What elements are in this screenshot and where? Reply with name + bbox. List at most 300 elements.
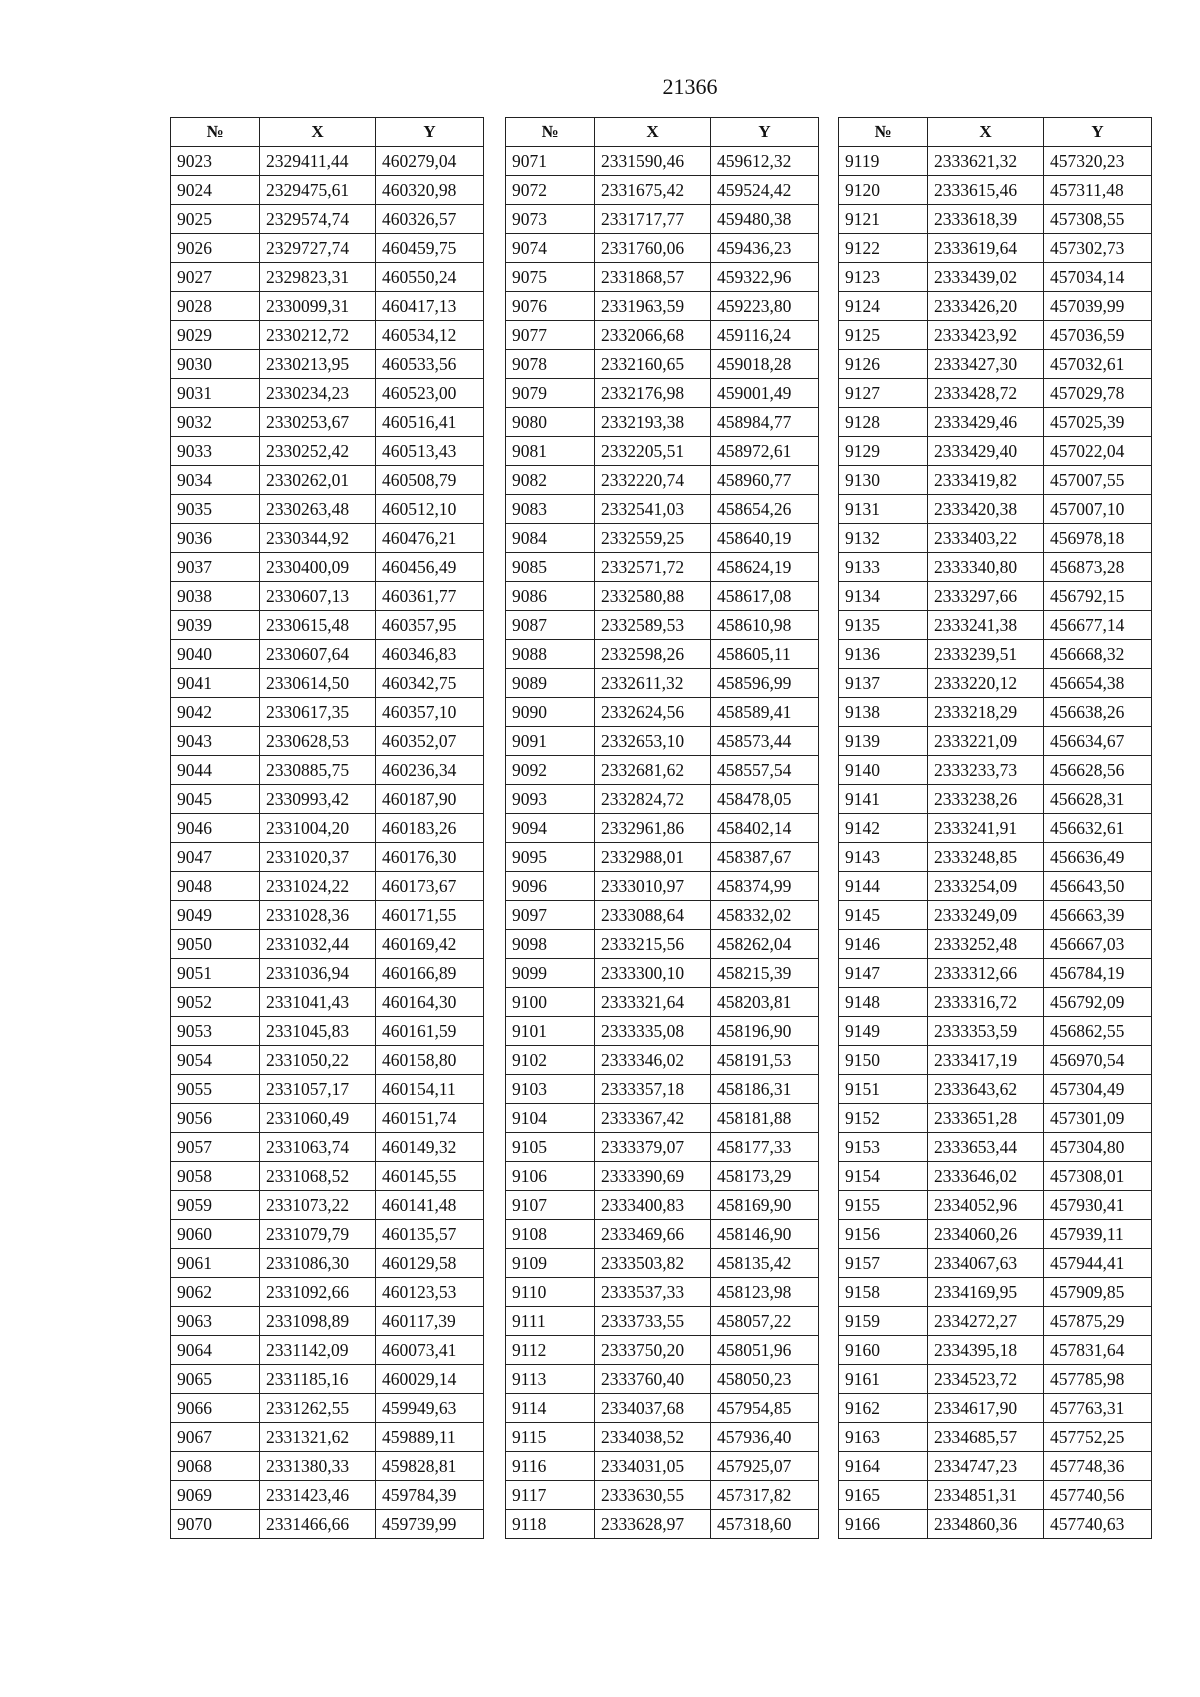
cell-x: 2330263,48 [260, 495, 376, 524]
cell-x: 2333651,28 [928, 1104, 1044, 1133]
cell-x: 2332681,62 [595, 756, 711, 785]
cell-number: 9134 [839, 582, 928, 611]
cell-number: 9024 [171, 176, 260, 205]
table-row [506, 669, 819, 698]
cell-y: 458984,77 [711, 408, 819, 437]
cell-number: 9164 [839, 1452, 928, 1481]
table-row [506, 698, 819, 727]
cell-x: 2332176,98 [595, 379, 711, 408]
cell-y: 460459,75 [376, 234, 484, 263]
cell-number: 9033 [171, 437, 260, 466]
table-row [171, 872, 484, 901]
cell-x: 2331092,66 [260, 1278, 376, 1307]
table-row [506, 843, 819, 872]
table-row [506, 1191, 819, 1220]
cell-number: 9097 [506, 901, 595, 930]
cell-x: 2334523,72 [928, 1365, 1044, 1394]
table-row [506, 1481, 819, 1510]
cell-x: 2333300,10 [595, 959, 711, 988]
cell-x: 2332541,03 [595, 495, 711, 524]
cell-y: 460151,74 [376, 1104, 484, 1133]
cell-y: 458478,05 [711, 785, 819, 814]
cell-x: 2330400,09 [260, 553, 376, 582]
table-row [506, 611, 819, 640]
cell-y: 458557,54 [711, 756, 819, 785]
cell-x: 2332988,01 [595, 843, 711, 872]
table-row [839, 1336, 1152, 1365]
cell-x: 2333353,59 [928, 1017, 1044, 1046]
table-row [506, 1336, 819, 1365]
cell-x: 2329823,31 [260, 263, 376, 292]
cell-number: 9040 [171, 640, 260, 669]
cell-y: 458057,22 [711, 1307, 819, 1336]
table-row [839, 756, 1152, 785]
table-row [506, 495, 819, 524]
cell-y: 456636,49 [1044, 843, 1152, 872]
cell-y: 460342,75 [376, 669, 484, 698]
cell-x: 2333760,40 [595, 1365, 711, 1394]
cell-x: 2334169,95 [928, 1278, 1044, 1307]
cell-y: 460346,83 [376, 640, 484, 669]
table-row [506, 1307, 819, 1336]
cell-y: 460512,10 [376, 495, 484, 524]
table-row [839, 1423, 1152, 1452]
table-row [506, 1017, 819, 1046]
cell-y: 459949,63 [376, 1394, 484, 1423]
cell-number: 9034 [171, 466, 260, 495]
cell-number: 9087 [506, 611, 595, 640]
table-row [839, 988, 1152, 1017]
cell-y: 460417,13 [376, 292, 484, 321]
cell-number: 9028 [171, 292, 260, 321]
table-row [506, 1365, 819, 1394]
cell-x: 2331004,20 [260, 814, 376, 843]
coordinate-table-2 [505, 117, 819, 1539]
cell-number: 9139 [839, 727, 928, 756]
cell-x: 2331590,46 [595, 147, 711, 176]
cell-number: 9072 [506, 176, 595, 205]
cell-y: 458960,77 [711, 466, 819, 495]
cell-x: 2332589,53 [595, 611, 711, 640]
cell-y: 457022,04 [1044, 437, 1152, 466]
cell-x: 2334617,90 [928, 1394, 1044, 1423]
cell-y: 457320,23 [1044, 147, 1152, 176]
cell-number: 9059 [171, 1191, 260, 1220]
table-row [506, 176, 819, 205]
table-row [506, 1075, 819, 1104]
cell-y: 459828,81 [376, 1452, 484, 1481]
table-row [839, 176, 1152, 205]
cell-x: 2334031,05 [595, 1452, 711, 1481]
cell-number: 9077 [506, 321, 595, 350]
table-row [839, 1307, 1152, 1336]
table-row [839, 292, 1152, 321]
table-row [839, 1104, 1152, 1133]
cell-y: 459784,39 [376, 1481, 484, 1510]
header-y: Y [1044, 118, 1152, 147]
cell-number: 9055 [171, 1075, 260, 1104]
cell-x: 2333340,80 [928, 553, 1044, 582]
table-row [506, 1278, 819, 1307]
table-row [839, 1017, 1152, 1046]
cell-x: 2334747,23 [928, 1452, 1044, 1481]
cell-x: 2330628,53 [260, 727, 376, 756]
cell-x: 2333615,46 [928, 176, 1044, 205]
cell-x: 2331028,36 [260, 901, 376, 930]
cell-number: 9057 [171, 1133, 260, 1162]
cell-number: 9156 [839, 1220, 928, 1249]
cell-x: 2333428,72 [928, 379, 1044, 408]
table-row [839, 379, 1152, 408]
cell-x: 2333469,66 [595, 1220, 711, 1249]
cell-y: 460158,80 [376, 1046, 484, 1075]
table-row [506, 640, 819, 669]
cell-x: 2333241,91 [928, 814, 1044, 843]
cell-x: 2333221,09 [928, 727, 1044, 756]
cell-y: 457939,11 [1044, 1220, 1152, 1249]
cell-number: 9148 [839, 988, 928, 1017]
cell-number: 9118 [506, 1510, 595, 1539]
cell-y: 456668,32 [1044, 640, 1152, 669]
cell-y: 458374,99 [711, 872, 819, 901]
coordinate-table-1 [170, 117, 484, 1539]
cell-x: 2332624,56 [595, 698, 711, 727]
table-row [839, 524, 1152, 553]
cell-x: 2329475,61 [260, 176, 376, 205]
cell-number: 9127 [839, 379, 928, 408]
header-y: Y [711, 118, 819, 147]
cell-x: 2333346,02 [595, 1046, 711, 1075]
cell-y: 456663,39 [1044, 901, 1152, 930]
cell-number: 9125 [839, 321, 928, 350]
cell-y: 457936,40 [711, 1423, 819, 1452]
cell-number: 9092 [506, 756, 595, 785]
cell-number: 9038 [171, 582, 260, 611]
cell-y: 456784,19 [1044, 959, 1152, 988]
cell-number: 9043 [171, 727, 260, 756]
cell-x: 2333429,40 [928, 437, 1044, 466]
cell-number: 9098 [506, 930, 595, 959]
cell-x: 2333254,09 [928, 872, 1044, 901]
table-row [506, 582, 819, 611]
cell-number: 9115 [506, 1423, 595, 1452]
cell-y: 457318,60 [711, 1510, 819, 1539]
table-row [171, 1510, 484, 1539]
cell-x: 2333503,82 [595, 1249, 711, 1278]
cell-y: 458173,29 [711, 1162, 819, 1191]
table-row [506, 1046, 819, 1075]
table-row [506, 1423, 819, 1452]
cell-number: 9162 [839, 1394, 928, 1423]
table-row [506, 814, 819, 843]
cell-number: 9157 [839, 1249, 928, 1278]
cell-x: 2330615,48 [260, 611, 376, 640]
cell-x: 2330607,13 [260, 582, 376, 611]
cell-number: 9149 [839, 1017, 928, 1046]
cell-y: 457308,01 [1044, 1162, 1152, 1191]
table-row [506, 524, 819, 553]
table-row [171, 524, 484, 553]
cell-x: 2333403,22 [928, 524, 1044, 553]
table-row [839, 669, 1152, 698]
cell-y: 460129,58 [376, 1249, 484, 1278]
cell-x: 2334272,27 [928, 1307, 1044, 1336]
cell-number: 9143 [839, 843, 928, 872]
table-row [171, 1249, 484, 1278]
cell-x: 2331868,57 [595, 263, 711, 292]
cell-number: 9161 [839, 1365, 928, 1394]
cell-number: 9039 [171, 611, 260, 640]
cell-y: 457301,09 [1044, 1104, 1152, 1133]
table-row [171, 611, 484, 640]
cell-y: 460135,57 [376, 1220, 484, 1249]
table-row [171, 495, 484, 524]
cell-x: 2333335,08 [595, 1017, 711, 1046]
table-row [171, 321, 484, 350]
table-row [839, 1191, 1152, 1220]
cell-number: 9126 [839, 350, 928, 379]
cell-number: 9124 [839, 292, 928, 321]
coordinate-tables [170, 117, 1160, 1534]
table-row [506, 930, 819, 959]
table-row [171, 1162, 484, 1191]
cell-number: 9093 [506, 785, 595, 814]
cell-number: 9086 [506, 582, 595, 611]
cell-x: 2331185,16 [260, 1365, 376, 1394]
table-row [171, 930, 484, 959]
cell-y: 458146,90 [711, 1220, 819, 1249]
cell-y: 460513,43 [376, 437, 484, 466]
coordinate-table-3 [838, 117, 1152, 1539]
cell-x: 2329727,74 [260, 234, 376, 263]
table-row [839, 959, 1152, 988]
table-row [171, 1191, 484, 1220]
table-row [839, 901, 1152, 930]
cell-number: 9100 [506, 988, 595, 1017]
cell-y: 459223,80 [711, 292, 819, 321]
cell-y: 460176,30 [376, 843, 484, 872]
table-row [171, 1452, 484, 1481]
table-header-row [839, 118, 1152, 147]
cell-x: 2330262,01 [260, 466, 376, 495]
cell-x: 2332205,51 [595, 437, 711, 466]
table-row [839, 321, 1152, 350]
cell-y: 460320,98 [376, 176, 484, 205]
cell-number: 9120 [839, 176, 928, 205]
cell-x: 2333238,26 [928, 785, 1044, 814]
cell-y: 458262,04 [711, 930, 819, 959]
table-row [171, 988, 484, 1017]
table-row [506, 1133, 819, 1162]
table-row [839, 263, 1152, 292]
cell-x: 2333537,33 [595, 1278, 711, 1307]
cell-number: 9141 [839, 785, 928, 814]
cell-x: 2332559,25 [595, 524, 711, 553]
cell-number: 9084 [506, 524, 595, 553]
cell-x: 2330099,31 [260, 292, 376, 321]
table-row [506, 785, 819, 814]
cell-number: 9101 [506, 1017, 595, 1046]
cell-number: 9096 [506, 872, 595, 901]
cell-x: 2334052,96 [928, 1191, 1044, 1220]
cell-y: 457025,39 [1044, 408, 1152, 437]
cell-y: 457032,61 [1044, 350, 1152, 379]
cell-y: 457740,56 [1044, 1481, 1152, 1510]
table-row [171, 1220, 484, 1249]
table-row [506, 263, 819, 292]
table-row [839, 727, 1152, 756]
table-row [171, 843, 484, 872]
cell-number: 9050 [171, 930, 260, 959]
cell-number: 9042 [171, 698, 260, 727]
cell-y: 460141,48 [376, 1191, 484, 1220]
table-row [839, 611, 1152, 640]
cell-number: 9047 [171, 843, 260, 872]
table-row [839, 698, 1152, 727]
cell-number: 9082 [506, 466, 595, 495]
cell-number: 9114 [506, 1394, 595, 1423]
cell-x: 2330885,75 [260, 756, 376, 785]
cell-x: 2331717,77 [595, 205, 711, 234]
table-row [506, 872, 819, 901]
cell-y: 457954,85 [711, 1394, 819, 1423]
cell-number: 9029 [171, 321, 260, 350]
table-row [839, 1220, 1152, 1249]
cell-number: 9112 [506, 1336, 595, 1365]
table-row [171, 1075, 484, 1104]
table-row [839, 553, 1152, 582]
cell-x: 2331262,55 [260, 1394, 376, 1423]
cell-number: 9080 [506, 408, 595, 437]
cell-number: 9153 [839, 1133, 928, 1162]
table-row [506, 1394, 819, 1423]
table-row [839, 1278, 1152, 1307]
cell-x: 2333439,02 [928, 263, 1044, 292]
cell-x: 2334860,36 [928, 1510, 1044, 1539]
cell-number: 9035 [171, 495, 260, 524]
cell-number: 9048 [171, 872, 260, 901]
cell-y: 458596,99 [711, 669, 819, 698]
cell-x: 2331086,30 [260, 1249, 376, 1278]
cell-y: 457831,64 [1044, 1336, 1152, 1365]
cell-x: 2331321,62 [260, 1423, 376, 1452]
cell-y: 458610,98 [711, 611, 819, 640]
header-number: № [506, 118, 595, 147]
cell-x: 2333400,83 [595, 1191, 711, 1220]
cell-y: 456792,09 [1044, 988, 1152, 1017]
table-row [171, 1423, 484, 1452]
cell-y: 460279,04 [376, 147, 484, 176]
cell-number: 9165 [839, 1481, 928, 1510]
table-row [839, 1249, 1152, 1278]
cell-y: 460166,89 [376, 959, 484, 988]
cell-y: 457875,29 [1044, 1307, 1152, 1336]
table-row [839, 1510, 1152, 1539]
table-row [171, 1278, 484, 1307]
cell-number: 9079 [506, 379, 595, 408]
table-row [506, 234, 819, 263]
table-row [839, 1075, 1152, 1104]
cell-x: 2333252,48 [928, 930, 1044, 959]
table-row [839, 408, 1152, 437]
cell-y: 459889,11 [376, 1423, 484, 1452]
cell-number: 9109 [506, 1249, 595, 1278]
table-row [171, 350, 484, 379]
cell-x: 2333297,66 [928, 582, 1044, 611]
cell-x: 2330234,23 [260, 379, 376, 408]
cell-y: 456634,67 [1044, 727, 1152, 756]
cell-number: 9138 [839, 698, 928, 727]
cell-y: 458215,39 [711, 959, 819, 988]
cell-number: 9137 [839, 669, 928, 698]
cell-x: 2333621,32 [928, 147, 1044, 176]
cell-y: 459524,42 [711, 176, 819, 205]
table-row [839, 205, 1152, 234]
cell-y: 459739,99 [376, 1510, 484, 1539]
cell-number: 9032 [171, 408, 260, 437]
cell-x: 2330617,35 [260, 698, 376, 727]
table-row [171, 1336, 484, 1365]
cell-x: 2334851,31 [928, 1481, 1044, 1510]
table-row [171, 959, 484, 988]
cell-y: 457304,80 [1044, 1133, 1152, 1162]
cell-x: 2330252,42 [260, 437, 376, 466]
cell-number: 9058 [171, 1162, 260, 1191]
cell-x: 2333419,82 [928, 466, 1044, 495]
cell-number: 9147 [839, 959, 928, 988]
header-x: X [928, 118, 1044, 147]
table-row [839, 872, 1152, 901]
cell-number: 9037 [171, 553, 260, 582]
table-row [506, 292, 819, 321]
cell-x: 2330253,67 [260, 408, 376, 437]
cell-x: 2333088,64 [595, 901, 711, 930]
cell-number: 9144 [839, 872, 928, 901]
cell-y: 456628,31 [1044, 785, 1152, 814]
cell-x: 2333653,44 [928, 1133, 1044, 1162]
cell-x: 2330213,95 [260, 350, 376, 379]
cell-number: 9123 [839, 263, 928, 292]
table-row [506, 1452, 819, 1481]
cell-x: 2333233,73 [928, 756, 1044, 785]
cell-number: 9088 [506, 640, 595, 669]
cell-number: 9067 [171, 1423, 260, 1452]
cell-x: 2333312,66 [928, 959, 1044, 988]
cell-number: 9049 [171, 901, 260, 930]
table-row [171, 147, 484, 176]
cell-number: 9065 [171, 1365, 260, 1394]
cell-x: 2331079,79 [260, 1220, 376, 1249]
cell-y: 460117,39 [376, 1307, 484, 1336]
cell-x: 2333619,64 [928, 234, 1044, 263]
table-row [171, 698, 484, 727]
cell-number: 9074 [506, 234, 595, 263]
cell-number: 9131 [839, 495, 928, 524]
table-row [506, 466, 819, 495]
table-row [506, 756, 819, 785]
table-header-row [171, 118, 484, 147]
cell-number: 9128 [839, 408, 928, 437]
cell-y: 459018,28 [711, 350, 819, 379]
cell-number: 9025 [171, 205, 260, 234]
cell-number: 9076 [506, 292, 595, 321]
cell-number: 9051 [171, 959, 260, 988]
cell-y: 460508,79 [376, 466, 484, 495]
cell-x: 2333249,09 [928, 901, 1044, 930]
cell-y: 460357,10 [376, 698, 484, 727]
header-number: № [171, 118, 260, 147]
cell-x: 2334067,63 [928, 1249, 1044, 1278]
